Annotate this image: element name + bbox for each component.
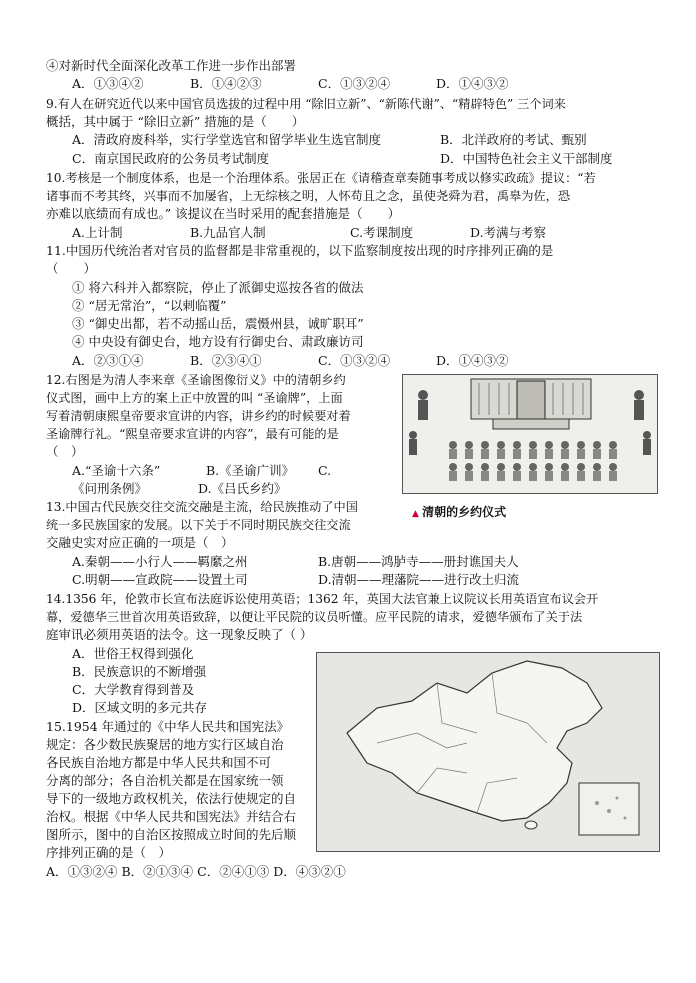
q12-stem-3: 写着清朝康熙皇帝要求宣讲的内容，讲乡约的时候要对着 [46,409,351,423]
q11-option-a: A．②③①④ [72,353,144,368]
q13-option-d: D.清朝——理藩院——进行改土归流 [318,572,520,587]
q14-option-a: A．世俗王权得到强化 [72,646,194,661]
q12-stem-2: 仪式图，画中上方的案上正中放置的叫 “圣谕牌”，上面 [46,391,343,405]
q14-option-b: B．民族意识的不断增强 [72,664,207,679]
q15-stem-3: 各民族自治地方都是中华人民共和国不可 [46,755,272,770]
q10-stem-2: 诸事而不考其终，兴事而不加屡省，上无综核之明，人怀苟且之念，虽使尧舜为君，禹皋为佐，恐 [46,189,571,203]
q9-option-d: D．中国特色社会主义干部制度 [440,151,613,166]
q14-stem-1: 14.1356 年，伦敦市长宣布法庭诉讼使用英语；1362 年，英国大法官兼上议院议长用英语宣布议会开 [46,592,599,606]
q10-option-a: A.上计制 [72,225,123,240]
q15-stem-5: 导下的一级地方政权机关，依法行使规定的自 [46,791,297,806]
q8-option-a: A．①③④② [72,76,144,91]
q13-stem-2: 统一多民族国家的发展。以下关于不同时期民族交往交流 [46,518,351,532]
q14-option-d: D．区域文明的多元共存 [72,700,208,715]
q9-stem-1: 9.有人在研究近代以来中国官员选拔的过程中用 “除旧立新”、“新陈代谢”、“精辟特色” 三个词来 [46,97,566,111]
village-pact-ceremony-image [402,374,658,494]
q15-options: A．①③②④ B．②①③④ C．②④①③ D．④③②① [46,864,346,879]
q8-option-c: C．①③②④ [318,76,391,91]
china-map-image [316,652,660,852]
q15-stem-7: 图所示，图中的自治区按照成立时间的先后顺 [46,827,297,842]
q10-stem-1: 10.考核是一个制度体系，也是一个治理体系。张居正在《请稽查章奏随事考成以修实政疏》提议：“若 [46,171,596,185]
q9-option-b: B．北洋政府的考试、甄别 [440,132,587,147]
q11-item-3: ③ “御史出都，若不动摇山岳，震慑州县，诚旷职耳” [72,316,364,331]
q10-option-d: D.考满与考察 [470,225,547,240]
q10-option-b: B.九品官人制 [190,225,266,240]
q15-stem-4: 分离的部分；各自治机关都是在国家统一领 [46,773,284,788]
q14-stem-3: 庭审讯必须用英语的法令。这一现象反映了（ ） [46,627,313,642]
q15-stem-6: 治权。根据《中华人民共和国宪法》并结合右 [46,809,297,824]
q15-stem-1: 15.1954 年通过的《中华人民共和国宪法》 [46,719,290,734]
q10-stem-3: 亦难以底绩而有成也。” 该提议在当时采用的配套措施是（ ） [46,206,401,221]
q14-stem-2: 幕，爱德华三世首次用英语致辞，以便让平民院的议员听懂。应平民院的请求，爱德华颁布了关于法 [46,610,583,624]
q9-stem-2: 概括，其中属于 “除旧立新” 措施的是（ ） [46,114,305,129]
q12-option-c: C. [318,463,332,478]
q13-stem-1: 13.中国古代民族交往交流交融是主流，给民族推动了中国 [46,500,358,514]
q11-stem-2: （ ） [46,261,97,276]
q12-option-b: B.《圣谕广训》 [206,463,295,478]
q12-option-c-text: 《问刑条例》 [72,481,148,496]
q11-item-1: ① 将六科并入都察院，停止了派御史巡按各省的做法 [72,280,364,295]
china-outline-map [317,653,659,851]
q12-stem-5: （ ） [46,444,84,459]
q8-option-b: B．①④②③ [190,76,262,91]
q13-stem-3: 交融史实对应正确的一项是（ ） [46,535,234,550]
figure-caption: ▲ 清朝的乡约仪式 [412,503,506,520]
q8-option-d: D．①④③② [436,76,509,91]
q15-stem-2: 规定：各少数民族聚居的地方实行区域自治 [46,737,284,752]
q9-option-a: A．清政府废科举，实行学堂选官和留学毕业生选官制度 [72,132,382,147]
q13-option-c: C.明朝——宣政院——设置土司 [72,572,248,587]
q10-option-c: C.考课制度 [350,225,414,240]
q11-option-d: D．①④③② [436,353,509,368]
q13-option-b: B.唐朝——鸿胪寺——册封谯国夫人 [318,554,519,569]
q11-option-b: B．②③④① [190,353,262,368]
q13-option-a: A.秦朝——小行人——羁縻之州 [72,554,248,569]
ceremony-illustration [403,375,657,493]
q12-stem-4: 圣谕牌行礼。“熙皇帝要求宣讲的内容”，最有可能的是 [46,427,339,441]
q12-option-d: D.《吕氏乡约》 [198,481,287,496]
q8-item-4: ④对新时代全面深化改革工作进一步作出部署 [46,58,297,73]
q12-option-a: A.“圣谕十六条” [72,463,161,478]
q11-item-2: ② “居无常治”，“以剌临覆” [72,298,227,313]
q11-stem-1: 11.中国历代统治者对官员的监督都是非常重视的，以下监察制度按出现的时序排列正确的是 [46,243,554,258]
q12-stem-1: 12.右图是为清人李来章《圣谕图像衍义》中的清朝乡约 [46,373,346,387]
q11-option-c: C．①③②④ [318,353,391,368]
q9-option-c: C．南京国民政府的公务员考试制度 [72,151,270,166]
q14-option-c: C．大学教育得到普及 [72,682,195,697]
q15-stem-8: 序排列正确的是（ ） [46,845,172,860]
q11-item-4: ④ 中央设有御史台，地方设有行御史台、肃政廉访司 [72,334,364,349]
